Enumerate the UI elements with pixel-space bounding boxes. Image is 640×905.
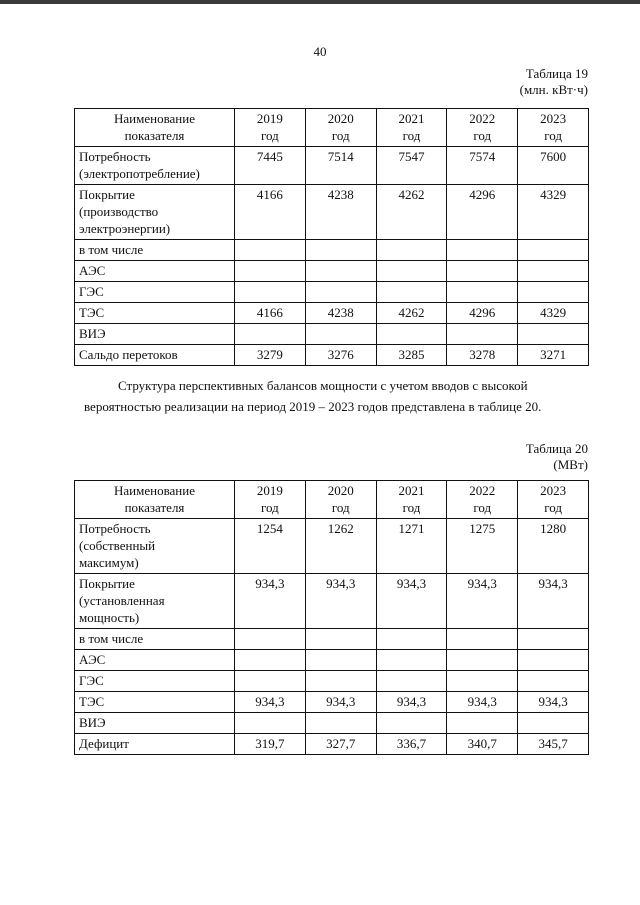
row-label-line: Дефицит: [79, 736, 129, 751]
value-cell: [305, 713, 376, 734]
header-year-word: год: [544, 500, 562, 515]
row-label-line: (собственный: [79, 538, 156, 553]
row-label-cell: [75, 734, 235, 755]
row-label-line: в том числе: [79, 242, 144, 257]
row-label-cell: [75, 324, 235, 345]
value-cell: 3279: [235, 345, 306, 366]
value-cell: 4238: [305, 185, 376, 240]
value-cell: [376, 713, 447, 734]
row-label-cell: [75, 692, 235, 713]
value-cell: [235, 629, 306, 650]
value-cell: [447, 629, 518, 650]
value-cell: 7547: [376, 147, 447, 185]
table19-header-row: [75, 109, 589, 147]
table-row: [75, 324, 589, 345]
value-cell: [305, 261, 376, 282]
header-name-cell: [75, 481, 235, 519]
value-cell: [305, 629, 376, 650]
value-cell: [376, 629, 447, 650]
row-label-line: ВИЭ: [79, 715, 106, 730]
row-label-line: (электропотребление): [79, 166, 200, 181]
value-cell: 934,3: [305, 692, 376, 713]
value-cell: 345,7: [518, 734, 589, 755]
row-label-line: АЭС: [79, 652, 106, 667]
header-year-cell: [447, 481, 518, 519]
header-year-word: год: [261, 500, 279, 515]
table-20: [74, 480, 589, 755]
value-cell: 1280: [518, 519, 589, 574]
value-cell: [235, 650, 306, 671]
header-year-cell: [518, 109, 589, 147]
value-cell: 3276: [305, 345, 376, 366]
row-label-line: ВИЭ: [79, 326, 106, 341]
header-year-word: год: [473, 500, 492, 515]
row-label-cell: [75, 185, 235, 240]
value-cell: [447, 282, 518, 303]
header-year: 2021: [398, 483, 425, 498]
table-row: [75, 185, 589, 240]
value-cell: [376, 261, 447, 282]
row-label-cell: [75, 282, 235, 303]
value-cell: 1262: [305, 519, 376, 574]
value-cell: [518, 324, 589, 345]
header-year-cell: [235, 109, 306, 147]
header-year-cell: [305, 109, 376, 147]
value-cell: [235, 282, 306, 303]
row-label-cell: [75, 671, 235, 692]
value-cell: [447, 324, 518, 345]
table20-unit: (МВт): [553, 457, 588, 472]
value-cell: [518, 261, 589, 282]
value-cell: [235, 240, 306, 261]
value-cell: [305, 650, 376, 671]
value-cell: [235, 671, 306, 692]
row-label-line: Сальдо перетоков: [79, 347, 178, 362]
table19-unit: (млн. кВт·ч): [519, 82, 588, 97]
header-year: 2023: [540, 483, 567, 498]
table20-header: [75, 481, 589, 519]
row-label-line: максимум): [79, 555, 139, 570]
header-name-line: показателя: [124, 128, 185, 143]
row-label-line: в том числе: [79, 631, 144, 646]
value-cell: [518, 671, 589, 692]
row-label-cell: [75, 147, 235, 185]
value-cell: 4262: [376, 185, 447, 240]
header-year: 2021: [398, 111, 425, 126]
header-year: 2019: [256, 111, 283, 126]
value-cell: [235, 713, 306, 734]
row-label-line: ТЭС: [79, 305, 105, 320]
row-label-cell: [75, 519, 235, 574]
table19-caption-block: [520, 66, 588, 98]
value-cell: [447, 650, 518, 671]
table-row: [75, 734, 589, 755]
value-cell: 934,3: [305, 574, 376, 629]
table-row: [75, 574, 589, 629]
row-label-cell: [75, 629, 235, 650]
header-year-word: год: [261, 128, 279, 143]
header-year-cell: [518, 481, 589, 519]
header-year: 2023: [540, 111, 567, 126]
paragraph-rest: вероятностью реализации на период 2019 – 2023 годов представлена в таблице 20.: [84, 399, 542, 414]
value-cell: 934,3: [235, 692, 306, 713]
value-cell: 1271: [376, 519, 447, 574]
header-year: 2022: [469, 483, 496, 498]
row-label-line: Покрытие: [79, 576, 135, 591]
row-label-cell: [75, 650, 235, 671]
value-cell: 934,3: [376, 692, 447, 713]
row-label-cell: [75, 713, 235, 734]
row-label-line: АЭС: [79, 263, 106, 278]
value-cell: [305, 324, 376, 345]
header-year-word: год: [544, 128, 562, 143]
header-year-word: год: [402, 500, 421, 515]
table-row: [75, 303, 589, 324]
value-cell: 934,3: [447, 574, 518, 629]
value-cell: 7574: [447, 147, 518, 185]
value-cell: 934,3: [447, 692, 518, 713]
value-cell: 4262: [376, 303, 447, 324]
value-cell: [518, 650, 589, 671]
table-row: [75, 629, 589, 650]
value-cell: [235, 261, 306, 282]
value-cell: 4329: [518, 303, 589, 324]
header-year-cell: [376, 109, 447, 147]
row-label-line: мощность): [79, 610, 140, 625]
body-paragraph: [84, 375, 588, 417]
value-cell: 340,7: [447, 734, 518, 755]
value-cell: [518, 629, 589, 650]
value-cell: [376, 671, 447, 692]
value-cell: 4329: [518, 185, 589, 240]
row-label-line: Потребность: [79, 521, 151, 536]
page-number: 40: [313, 44, 327, 59]
table20-header-row: [75, 481, 589, 519]
table-row: [75, 345, 589, 366]
row-label-line: ГЭС: [79, 673, 104, 688]
row-label-line: (производство: [79, 204, 159, 219]
table19-caption: Таблица 19: [525, 66, 588, 81]
value-cell: [376, 324, 447, 345]
row-label-cell: [75, 345, 235, 366]
table20-body: [75, 519, 589, 755]
value-cell: [447, 713, 518, 734]
header-year: 2022: [469, 111, 496, 126]
row-label-line: Потребность: [79, 149, 151, 164]
value-cell: 934,3: [376, 574, 447, 629]
table19-body: [75, 147, 589, 366]
header-year: 2020: [327, 483, 354, 498]
value-cell: [376, 240, 447, 261]
value-cell: [518, 240, 589, 261]
table20-caption-block: [526, 441, 588, 473]
value-cell: 319,7: [235, 734, 306, 755]
value-cell: 1275: [447, 519, 518, 574]
header-year-word: год: [331, 500, 350, 515]
header-year-word: год: [473, 128, 492, 143]
value-cell: [447, 240, 518, 261]
value-cell: 934,3: [518, 574, 589, 629]
value-cell: 3285: [376, 345, 447, 366]
value-cell: 4166: [235, 303, 306, 324]
header-name-line: Наименование: [114, 483, 195, 498]
row-label-line: (установленная: [79, 593, 165, 608]
value-cell: 4296: [447, 185, 518, 240]
header-name-cell: [75, 109, 235, 147]
row-label-cell: [75, 240, 235, 261]
value-cell: [305, 671, 376, 692]
row-label-line: ТЭС: [79, 694, 105, 709]
table-row: [75, 671, 589, 692]
row-label-line: ГЭС: [79, 284, 104, 299]
header-year-cell: [305, 481, 376, 519]
table-row: [75, 650, 589, 671]
value-cell: 4296: [447, 303, 518, 324]
value-cell: 327,7: [305, 734, 376, 755]
value-cell: 3271: [518, 345, 589, 366]
value-cell: [447, 261, 518, 282]
value-cell: 3278: [447, 345, 518, 366]
value-cell: [235, 324, 306, 345]
table20-caption: Таблица 20: [525, 441, 588, 456]
table-row: [75, 713, 589, 734]
table-row: [75, 240, 589, 261]
row-label-cell: [75, 574, 235, 629]
header-name-line: показателя: [124, 500, 185, 515]
value-cell: 1254: [235, 519, 306, 574]
row-label-line: электроэнергии): [79, 221, 171, 236]
value-cell: [305, 282, 376, 303]
value-cell: 7600: [518, 147, 589, 185]
value-cell: [447, 671, 518, 692]
header-year-cell: [447, 109, 518, 147]
table-row: [75, 147, 589, 185]
value-cell: 336,7: [376, 734, 447, 755]
table19-header: [75, 109, 589, 147]
header-year-word: год: [331, 128, 350, 143]
value-cell: 4238: [305, 303, 376, 324]
header-year-word: год: [402, 128, 421, 143]
top-border-rule: [0, 0, 640, 4]
value-cell: 934,3: [235, 574, 306, 629]
value-cell: [305, 240, 376, 261]
value-cell: [518, 282, 589, 303]
value-cell: 7445: [235, 147, 306, 185]
table-row: [75, 692, 589, 713]
header-year-cell: [235, 481, 306, 519]
value-cell: [518, 713, 589, 734]
header-year: 2020: [327, 111, 354, 126]
header-year-cell: [376, 481, 447, 519]
row-label-line: Покрытие: [79, 187, 135, 202]
table-row: [75, 261, 589, 282]
value-cell: [376, 650, 447, 671]
table-row: [75, 519, 589, 574]
paragraph-line-1: Структура перспективных балансов мощности с учетом вводов с высокой: [118, 378, 528, 393]
value-cell: 7514: [305, 147, 376, 185]
value-cell: 934,3: [518, 692, 589, 713]
table-19: [74, 108, 589, 366]
header-name-line: Наименование: [114, 111, 195, 126]
value-cell: [376, 282, 447, 303]
table-row: [75, 282, 589, 303]
header-year: 2019: [256, 483, 283, 498]
value-cell: 4166: [235, 185, 306, 240]
row-label-cell: [75, 261, 235, 282]
row-label-cell: [75, 303, 235, 324]
